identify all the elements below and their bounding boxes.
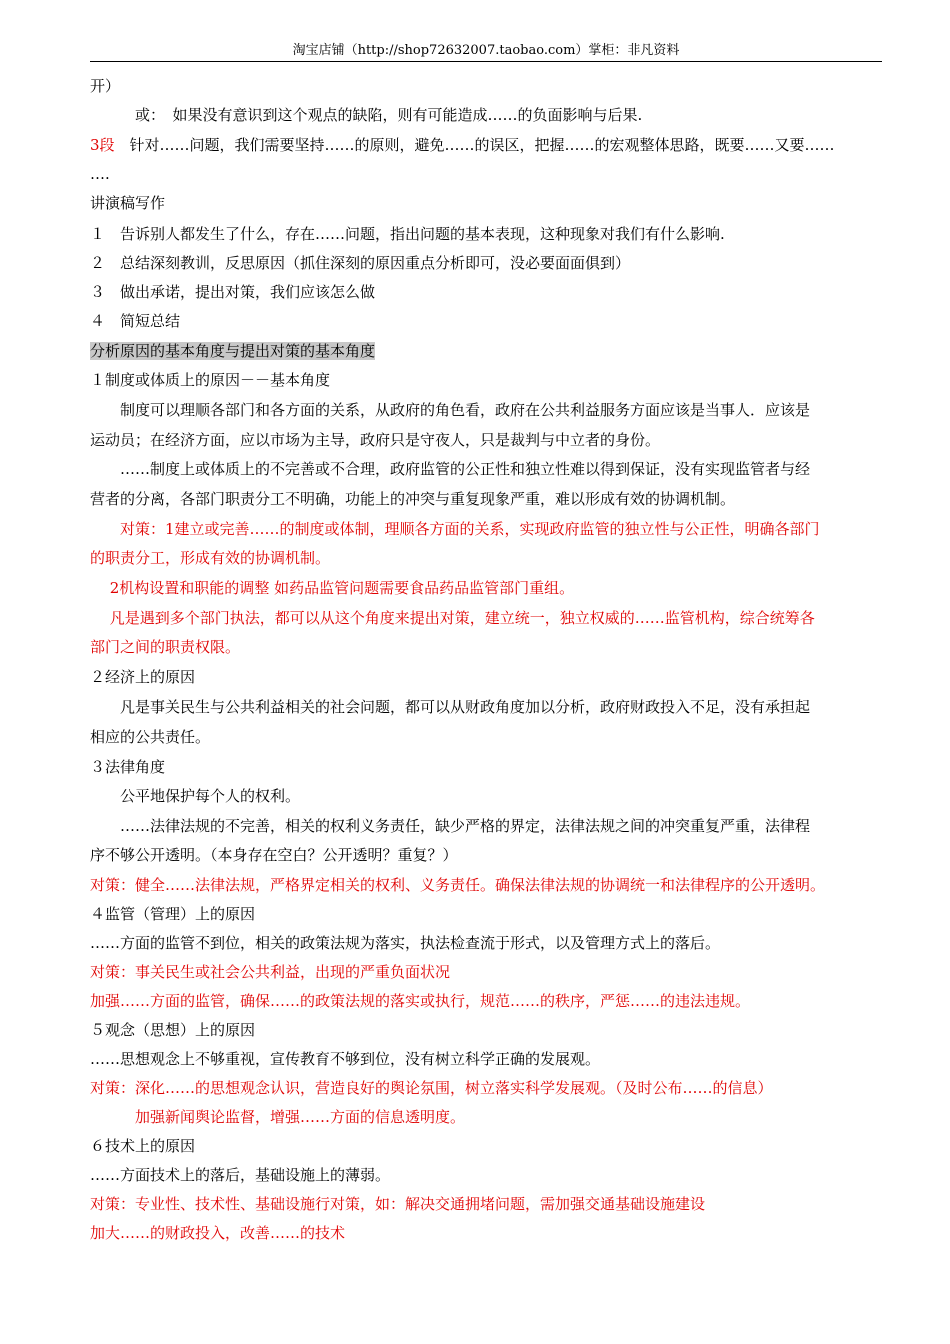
countermeasure-line: 对策：深化……的思想观念认识，营造良好的舆论氛围，树立落实科学发展观。（及时公布……的信息） <box>90 1079 773 1097</box>
countermeasure-line: 对策：健全……法律法规，严格界定相关的权利、义务责任。确保法律法规的协调统一和法律程序的公开透明。 <box>90 876 826 894</box>
text-line: 凡是事关民生与公共利益相关的社会问题，都可以从财政角度加以分析，政府财政投入不足，没有承担起 <box>90 698 811 716</box>
text-line: 运动员；在经济方面，应以市场为主导，政府只是守夜人，只是裁判与中立者的身份。 <box>90 431 661 449</box>
text-line: 制度可以理顺各部门和各方面的关系，从政府的角色看，政府在公共利益服务方面应该是当事人．应该是 <box>90 401 811 419</box>
list-item: ２ 总结深刻教训，反思原因（抓住深刻的原因重点分析即可，没必要面面俱到） <box>90 254 631 272</box>
countermeasure-line: 凡是遇到多个部门执法，都可以从这个角度来提出对策，建立统一，独立权威的……监管机构，综合统筹各 <box>90 609 815 627</box>
text-line: ……法律法规的不完善，相关的权利义务责任，缺少严格的界定，法律法规之间的冲突重复严重，法律程 <box>90 817 811 835</box>
section-heading: 讲演稿写作 <box>90 194 166 212</box>
text-line: 相应的公共责任。 <box>90 728 211 746</box>
text-line: 公平地保护每个人的权利。 <box>90 787 301 805</box>
countermeasure-line: 对策：专业性、技术性、基础设施行对策，如：解决交通拥堵问题，需加强交通基础设施建设 <box>90 1195 706 1213</box>
countermeasure-line: 对策：事关民生或社会公共利益，出现的严重负面状况 <box>90 963 451 981</box>
text-line: ……思想观念上不够重视，宣传教育不够到位，没有树立科学正确的发展观。 <box>90 1050 601 1068</box>
subsection-heading: ５观念（思想）上的原因 <box>90 1021 256 1039</box>
text-line: …. <box>90 165 110 183</box>
text-line <box>90 135 890 155</box>
list-item: １ 告诉别人都发生了什么，存在……问题，指出问题的基本表现，这种现象对我们有什么影响. <box>90 225 725 243</box>
text-line: 营者的分离，各部门职责分工不明确，功能上的冲突与重复现象严重，难以形成有效的协调机制。 <box>90 490 736 508</box>
subsection-heading: ４监管（管理）上的原因 <box>90 905 256 923</box>
text-line: ……方面技术上的落后，基础设施上的薄弱。 <box>90 1166 391 1184</box>
text-line: 开） <box>90 77 121 95</box>
countermeasure-line: 对策：1建立或完善……的制度或体制，理顺各方面的关系，实现政府监管的独立性与公正性，明确各部门 <box>90 520 820 538</box>
text-line: 序不够公开透明。（本身存在空白？公开透明？重复？） <box>90 846 458 864</box>
subsection-heading: １制度或体质上的原因－－基本角度 <box>90 371 331 389</box>
countermeasure-line: 部门之间的职责权限。 <box>90 638 241 656</box>
subsection-heading: ６技术上的原因 <box>90 1137 196 1155</box>
text-line: 或： 如果没有意识到这个观点的缺陷，则有可能造成……的负面影响与后果. <box>90 106 643 124</box>
highlighted-heading-text: 分析原因的基本角度与提出对策的基本角度 <box>90 342 376 360</box>
countermeasure-line: 的职责分工，形成有效的协调机制。 <box>90 549 331 567</box>
text-line: ……制度上或体质上的不完善或不合理，政府监管的公正性和独立性难以得到保证，没有实现监管者与经 <box>90 460 811 478</box>
countermeasure-line: 加强新闻舆论监督，增强……方面的信息透明度。 <box>90 1108 466 1126</box>
list-item: ３ 做出承诺，提出对策，我们应该怎么做 <box>90 283 376 301</box>
header-rule <box>90 61 882 62</box>
text-line: ……方面的监管不到位，相关的政策法规为落实，执法检查流于形式，以及管理方式上的落后。 <box>90 934 721 952</box>
list-item: ４ 简短总结 <box>90 312 181 330</box>
highlighted-heading <box>90 341 890 361</box>
text-line-body: 针对……问题，我们需要坚持……的原则，避免……的误区，把握……的宏观整体思路，既要……又要…… <box>129 136 835 154</box>
section-number: 3段 <box>90 136 130 154</box>
countermeasure-line: 加强……方面的监管，确保……的政策法规的落实或执行，规范……的秩序，严惩……的违法违规。 <box>90 992 751 1010</box>
page-header: 淘宝店铺（http://shop72632007.taobao.com）掌柜：非凡资料 <box>292 43 680 58</box>
subsection-heading: ３法律角度 <box>90 758 166 776</box>
countermeasure-line: 加大……的财政投入，改善……的技术 <box>90 1224 346 1242</box>
subsection-heading: ２经济上的原因 <box>90 668 196 686</box>
countermeasure-line: 2机构设置和职能的调整 如药品监管问题需要食品药品监管部门重组。 <box>90 579 575 597</box>
